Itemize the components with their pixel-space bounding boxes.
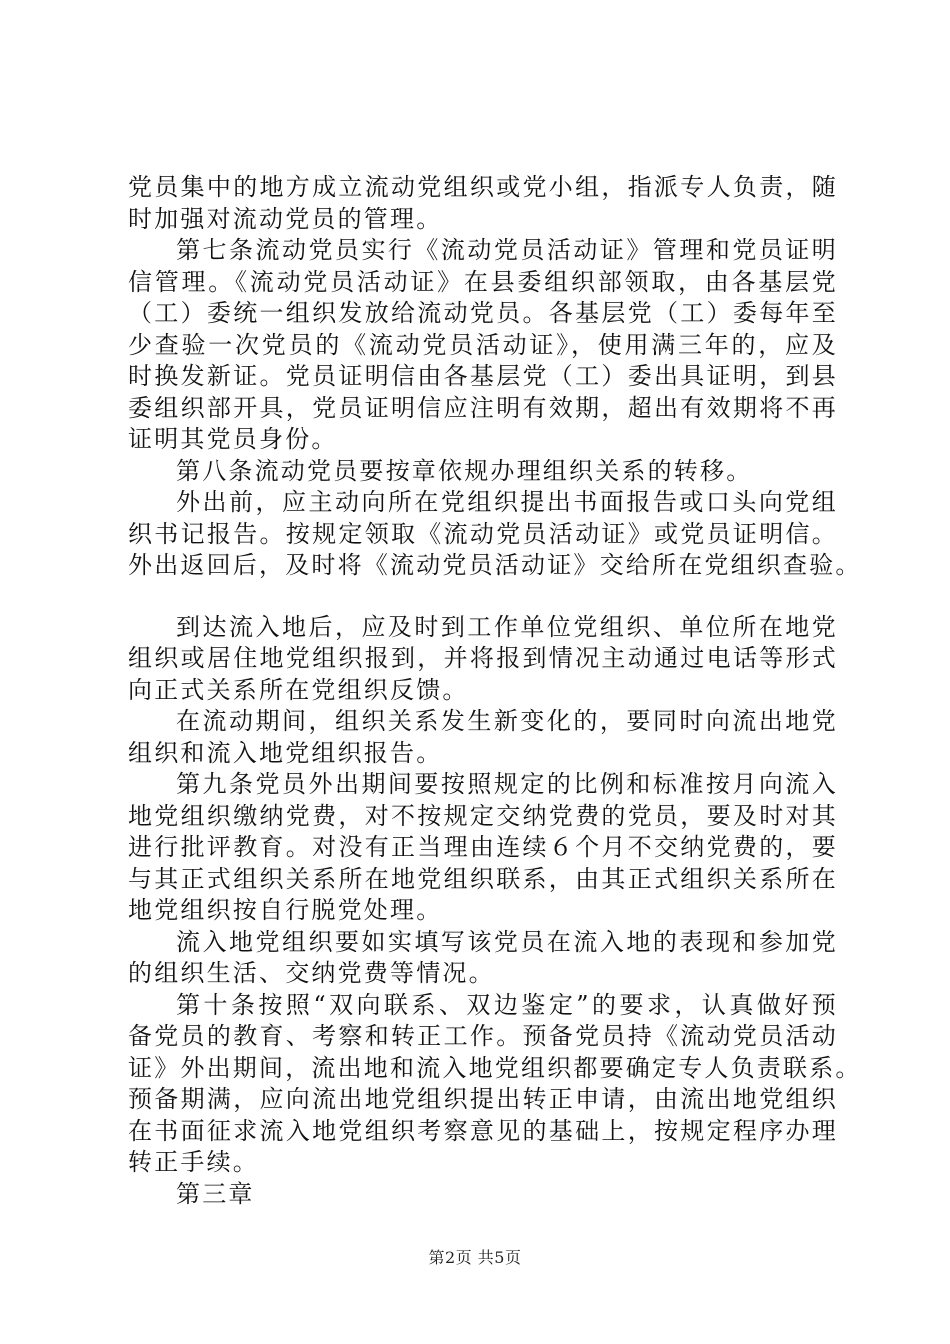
text-line: 证》外出期间，流出地和流入地党组织都要确定专人负责联系。 [128, 1053, 862, 1082]
text-line: 信管理。《流动党员活动证》在县委组织部领取，由各基层党 [128, 267, 838, 296]
text-line: 流入地党组织要如实填写该党员在流入地的表现和参加党 [176, 927, 838, 956]
text-line: 预备期满，应向流出地党组织提出转正申请，由流出地党组织 [128, 1085, 838, 1113]
text-line: 第八条流动党员要按章依规办理组织关系的转移。 [176, 456, 753, 485]
text-line: 组织和流入地党组织报告。 [128, 738, 443, 767]
text-line: 地党组织缴纳党费，对不按规定交纳党费的党员，要及时对其 [128, 801, 838, 830]
text-line: 转正手续。 [128, 1148, 259, 1176]
text-line: 在书面征求流入地党组织考察意见的基础上，按规定程序办理 [128, 1116, 838, 1145]
text-line: 地党组织按自行脱党处理。 [128, 896, 443, 924]
text-line: 少查验一次党员的《流动党员活动证》，使用满三年的，应及 [128, 330, 838, 359]
text-line: （工）委统一组织发放给流动党员。各基层党（工）委每年至 [128, 299, 838, 327]
text-line: 委组织部开具，党员证明信应注明有效期，超出有效期将不再 [128, 393, 838, 422]
text-line: 组织或居住地党组织报到，并将报到情况主动通过电话等形式 [128, 644, 838, 672]
text-line: 党员集中的地方成立流动党组织或党小组，指派专人负责，随 [128, 173, 838, 201]
document-body [128, 172, 862, 1210]
chapter-heading: 第三章 [176, 1179, 255, 1208]
text-line: 第十条按照“双向联系、双边鉴定”的要求，认真做好预 [176, 990, 838, 1019]
text-line: 第七条流动党员实行《流动党员活动证》管理和党员证明 [176, 236, 838, 264]
text-line: 时加强对流动党员的管理。 [128, 204, 443, 233]
text-line: 织书记报告。按规定领取《流动党员活动证》或党员证明信。 [128, 519, 838, 548]
text-line: 与其正式组织关系所在地党组织联系，由其正式组织关系所在 [128, 864, 838, 893]
text-line: 第九条党员外出期间要按照规定的比例和标准按月向流入 [176, 770, 838, 798]
text-line: 向正式关系所在党组织反馈。 [128, 675, 469, 704]
text-line: 的组织生活、交纳党费等情况。 [128, 959, 495, 987]
text-line: 证明其党员身份。 [128, 425, 338, 453]
text-line: 进行批评教育。对没有正当理由连续６个月不交纳党费的，要 [128, 833, 838, 861]
text-line: 外出返回后，及时将《流动党员活动证》交给所在党组织查验。 [128, 551, 862, 579]
paragraph-gap [128, 582, 838, 612]
page-footer: 第2页 共5页 [428, 1248, 522, 1267]
text-line: 备党员的教育、考察和转正工作。预备党员持《流动党员活动 [128, 1022, 838, 1050]
text-line: 时换发新证。党员证明信由各基层党（工）委出具证明，到县 [128, 362, 838, 390]
text-line: 到达流入地后，应及时到工作单位党组织、单位所在地党 [176, 612, 838, 641]
text-line: 在流动期间，组织关系发生新变化的，要同时向流出地党 [176, 707, 838, 735]
text-line: 外出前，应主动向所在党组织提出书面报告或口头向党组 [176, 488, 838, 516]
